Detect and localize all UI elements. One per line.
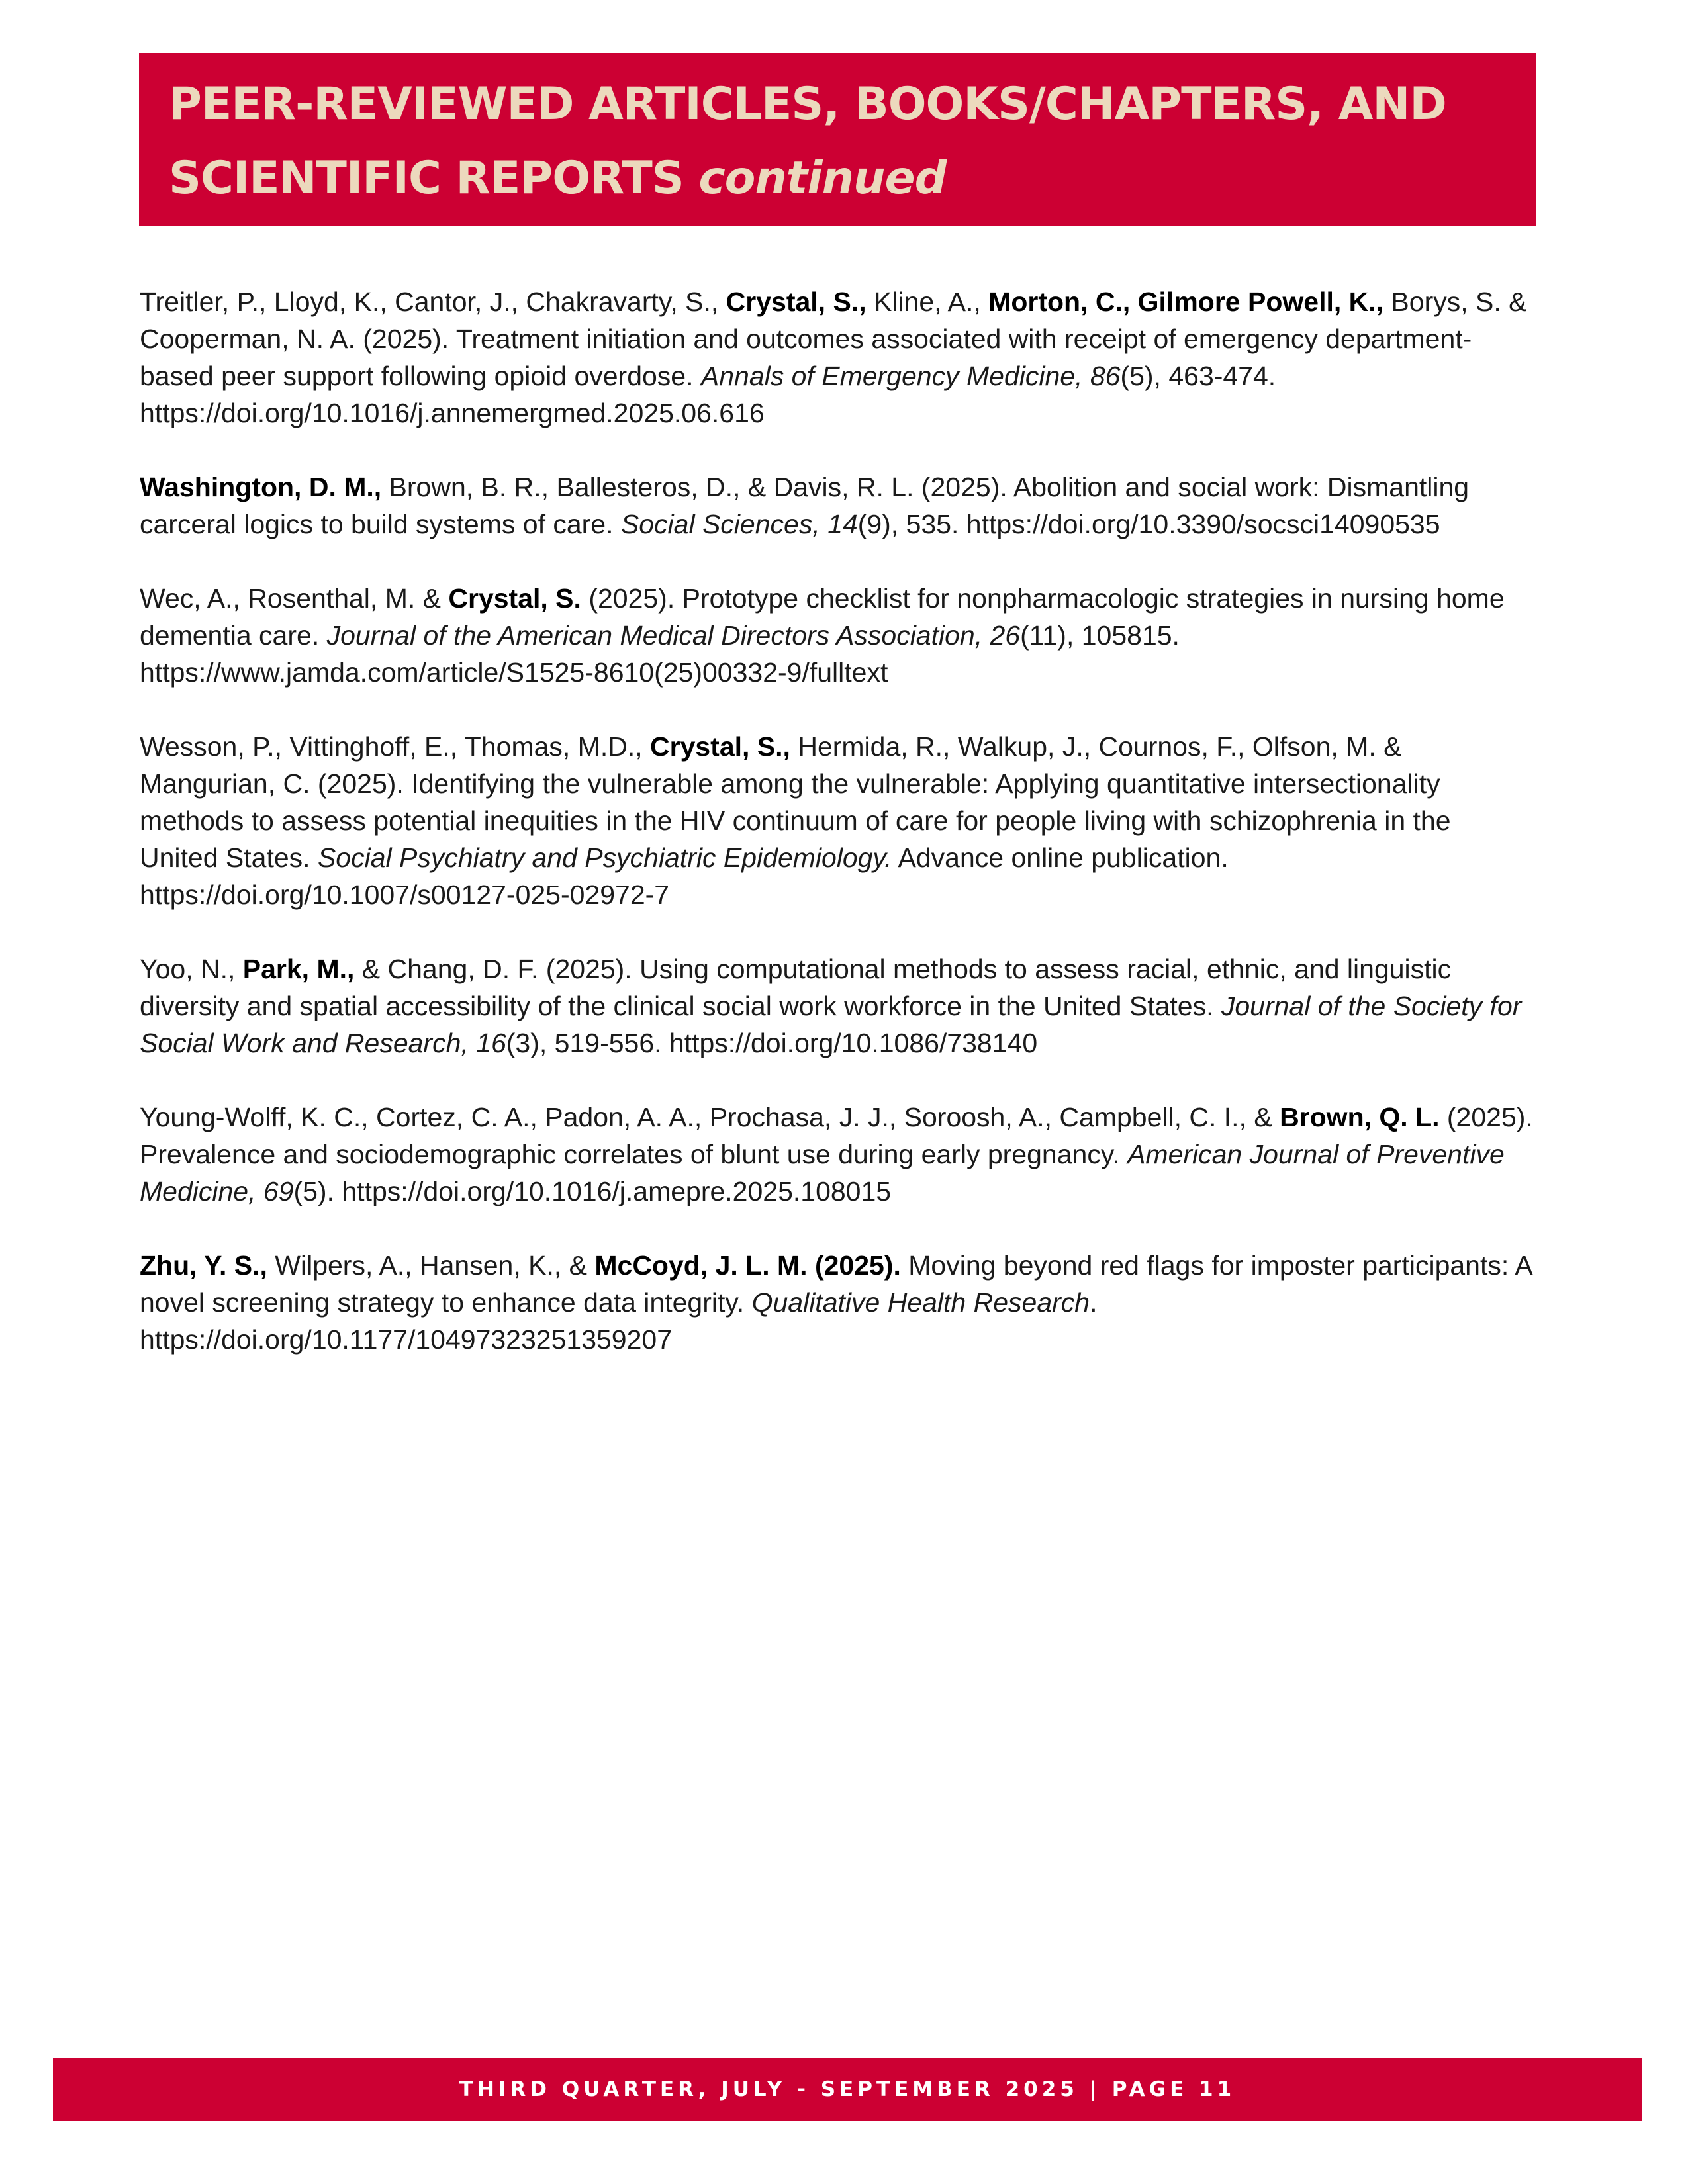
reference-author-highlight: McCoyd, J. L. M. (2025). (594, 1250, 901, 1281)
reference-text: & Chang, D. F. (2025). Using computational methods to assess racial, ethnic, and linguistic diversity and spatial accessibility of the clinical social work workforce in the United States. (140, 954, 1452, 1021)
reference-text: (5). https://doi.org/10.1016/j.amepre.2025.108015 (293, 1176, 892, 1206)
reference-item (140, 283, 1536, 432)
reference-journal: Qualitative Health Research (751, 1287, 1090, 1318)
reference-text: Wec, A., Rosenthal, M. & (140, 583, 449, 614)
reference-author-highlight: Morton, C., Gilmore Powell, K., (988, 287, 1384, 317)
page-footer (53, 2058, 1642, 2121)
reference-text: . https://doi.org/10.1177/10497323251359207 (140, 1287, 1098, 1355)
section-title-continued: continued (698, 152, 947, 205)
reference-text: Hermida, R., Walkup, J., Cournos, F., Olfson, M. & Mangurian, C. (2025). Identifying the vulnerable among the vulnerable: Applying quantitative intersectionality methods to assess potential inequities in the HIV continuum of care for people living with schizophrenia in the United States. (140, 731, 1451, 873)
reference-text: Treitler, P., Lloyd, K., Cantor, J., Chakravarty, S., (140, 287, 726, 317)
reference-text: (2025). Prototype checklist for nonpharmacologic strategies in nursing home dementia care. (140, 583, 1505, 651)
reference-list (140, 283, 1536, 1395)
reference-text: Borys, S. & Cooperman, N. A. (2025). Treatment initiation and outcomes associated with receipt of emergency department-based peer support following opioid overdose. (140, 287, 1527, 391)
reference-text: (11), 105815. https://www.jamda.com/article/S1525-8610(25)00332-9/fulltext (140, 620, 1180, 688)
reference-journal: Journal of the American Medical Directors Association, 26 (326, 620, 1021, 651)
reference-text: Advance online publication. https://doi.org/10.1007/s00127-025-02972-7 (140, 842, 1229, 910)
reference-author-highlight: Crystal, S., (650, 731, 790, 762)
section-title (169, 68, 1506, 216)
reference-text: Yoo, N., (140, 954, 243, 984)
reference-author-highlight: Crystal, S., (726, 287, 867, 317)
reference-item (140, 1247, 1536, 1358)
reference-journal: American Journal of Preventive Medicine, 69 (140, 1139, 1505, 1206)
reference-item (140, 728, 1536, 913)
reference-author-highlight: Crystal, S. (448, 583, 581, 614)
footer-text: THIRD QUARTER, JULY - SEPTEMBER 2025 | PAGE 11 (459, 2077, 1236, 2101)
reference-author-highlight: Washington, D. M., (140, 472, 382, 502)
reference-text: Kline, A., (866, 287, 989, 317)
reference-journal: Social Sciences, 14 (620, 509, 858, 539)
reference-text: Wesson, P., Vittinghoff, E., Thomas, M.D., (140, 731, 651, 762)
reference-item (140, 469, 1536, 543)
reference-author-highlight: Park, M., (242, 954, 355, 984)
reference-text: (2025). Prevalence and sociodemographic correlates of blunt use during early pregnancy. (140, 1102, 1533, 1169)
reference-author-highlight: Brown, Q. L. (1280, 1102, 1440, 1132)
reference-item (140, 580, 1536, 691)
reference-text: (9), 535. https://doi.org/10.3390/socsci14090535 (857, 509, 1440, 539)
reference-journal: Journal of the Society for Social Work and Research, 16 (140, 991, 1522, 1058)
reference-item (140, 1099, 1536, 1210)
reference-author-highlight: Zhu, Y. S., (140, 1250, 267, 1281)
reference-item (140, 950, 1536, 1062)
reference-text: Brown, B. R., Ballesteros, D., & Davis, R. L. (2025). Abolition and social work: Dismantling carceral logics to build systems of care. (140, 472, 1470, 539)
reference-text: Young-Wolff, K. C., Cortez, C. A., Padon, A. A., Prochasa, J. J., Soroosh, A., Campbell, C. I., & (140, 1102, 1280, 1132)
section-header-banner (139, 53, 1536, 226)
reference-text: (5), 463-474. https://doi.org/10.1016/j.annemergmed.2025.06.616 (140, 361, 1276, 428)
reference-journal: Annals of Emergency Medicine, 86 (700, 361, 1121, 391)
reference-journal: Social Psychiatry and Psychiatric Epidemiology. (317, 842, 892, 873)
reference-text: (3), 519-556. https://doi.org/10.1086/738140 (506, 1028, 1038, 1058)
reference-text: Moving beyond red flags for imposter participants: A novel screening strategy to enhance data integrity. (140, 1250, 1532, 1318)
section-title-main: PEER-REVIEWED ARTICLES, BOOKS/CHAPTERS, AND SCIENTIFIC REPORTS (169, 78, 1446, 205)
reference-text: Wilpers, A., Hansen, K., & (267, 1250, 595, 1281)
